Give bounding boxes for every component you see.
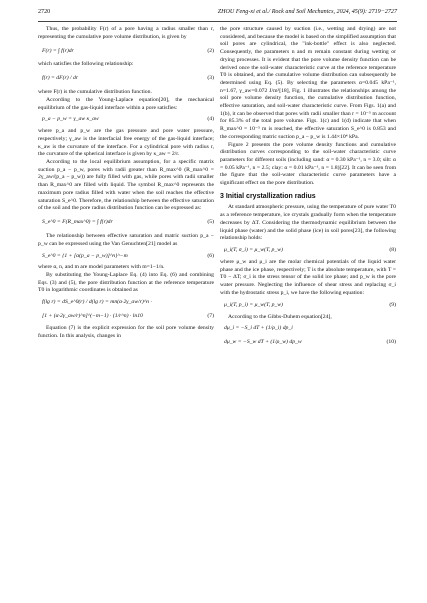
equation-number: (9) — [389, 301, 396, 308]
equation-8 — [220, 245, 396, 257]
equation-body: μ_i(T, σ_i) = μ_w(T, p_w) — [224, 247, 283, 254]
equation-body: f(lg r) = dS_e^0(r) / d(lg r) = mn(α·2γ_aw/r)^n · — [42, 299, 152, 306]
equation-number: (3) — [207, 75, 214, 82]
paragraph: Figure 2 presents the pore volume density functions and cumulative distribution curves corresponding to the soil-water characteristic curve parameters for different soils (including sand: α = 0.30 kPa⁻¹, n = 3.0; silt: α = 0.05 kPa⁻¹, n = 2.5; clay: α = 0.01 kPa⁻¹, n = 1.8)[22]. It can be seen from the figure that the soil-water characteristic curve parameters have a significant effect on the pore distribution. — [220, 141, 396, 187]
paragraph: which satisfies the following relationship: — [38, 61, 134, 68]
equation-9 — [220, 300, 396, 312]
paragraph: At standard atmospheric pressure, using the temperature of pure water T0 as a reference temperature, ice crystals gradually form when the temperature decreases by ΔT. Considering the thermodynamic equilibrium between the liquid phase (water) and the solid phase (ice) in soil pores[23], the following relationship holds: — [220, 204, 396, 242]
equation-10-line-1 — [220, 323, 396, 335]
equation-2 — [38, 43, 214, 59]
header-rule — [38, 21, 397, 22]
paragraph: Thus, the probability F(r) of a pore having a radius smaller than r, representing the cumulative pore volume distribution, is given by — [38, 26, 214, 40]
equation-body: f(r) = dF(r) / dr — [42, 75, 79, 82]
paragraph: where F(r) is the cumulative distribution function. — [38, 89, 152, 96]
running-header — [38, 9, 397, 21]
equation-number: (8) — [389, 247, 396, 254]
right-column — [220, 26, 396, 351]
equation-6 — [38, 250, 214, 262]
left-column — [38, 26, 214, 341]
equation-body: μ_i(T, p_i) = μ_w(T, p_w) — [224, 301, 283, 308]
equation-4 — [38, 114, 214, 126]
page-number: 2720 — [38, 9, 51, 15]
equation-3 — [38, 71, 214, 87]
equation-body: p_a − p_w = γ_aw κ_aw — [42, 116, 99, 123]
paragraph: where μ_w and μ_i are the molar chemical potentials of the liquid water phase and the ice phase, respectively; T is the absolute temperature, with T = T0 − ΔT; σ_i is the stress tensor of the solid ice phase; and p_w is the pore water pressure. Neglecting the influence of shear stress and replacing σ_i with the hydrostatic stress p_i, we have the following equation: — [220, 258, 396, 296]
paragraph: According to the Young-Laplace equation[20], the mechanical equilibrium of the gas-liquid interface within a pore satisfies: — [38, 96, 214, 111]
equation-body: F(r) = ∫ f(r)dr — [42, 47, 74, 54]
section-heading: 3 Initial crystallization radius — [220, 192, 316, 200]
paragraph: the pore structure caused by suction (i.e., wetting and drying) are not considered, and because the model is based on the simplified assumption that soil pores are cylindrical, the "ink-bottle" effect is also neglected. Consequently, the parameters n and m remain constant during wetting or drying processes. It is evident that the pore volume density function can be derived once the soil-water characteristic curve at the reference temperature T0 is obtained, and the cumulative volume distribution can subsequently be determined using Eq. (5). By selecting the parameters α=0.045 kPa⁻¹, n=1.67, γ_aw=0.072 J/m²[18], Fig. 1 illustrates the relationships among the soil pore volume density function, the cumulative distribution function, effective saturation, and soil-water characteristic curve. From Figs. 1(a) and 1(b), it can be observed that pores with radii smaller than r = 10⁻⁵ m account for 85.3% of the total pore volume. Figs. 1(c) and 1(d) indicate that when R_max^0 = 10⁻⁵ m is reached, the effective saturation S_e^0 is 0.853 and the corresponding matric suction p_a − p_w is 1.44×10⁴ kPa. — [220, 26, 396, 140]
paragraph: where α, n, and m are model parameters with m=1−1/n. — [38, 264, 165, 271]
paragraph: According to the Gibbs-Duhem equation[24], — [228, 313, 332, 320]
paragraph: By substituting the Young-Laplace Eq. (4) into Eq. (6) and combining Eqs. (3) and (5), the pore distribution function at the reference temperature T0 in logarithmic coordinates is obtained as — [38, 272, 214, 294]
journal-citation: ZHOU Feng-xi et al./ Rock and Soil Mechanics, 2024, 45(9): 2719−2727 — [217, 9, 397, 15]
paragraph: The relationship between effective saturation and matric suction p_a − p_w can be expressed using the Van Genuchten[21] model as — [38, 232, 214, 247]
paragraph: where p_a and p_w are the gas pressure and pore water pressure, respectively; γ_aw is the interfacial free energy of the gas-liquid interface; κ_aw is the curvature of the interface. For a cylindrical pore with radius r, the curvature of the spherical interface is given by κ_aw = 2/r. — [38, 128, 214, 158]
equation-body: S_e^0 = {1 + [α(p_a − p_w)]^n}^−m — [42, 252, 128, 259]
equation-number: (6) — [207, 252, 214, 259]
equation-body: [1 + (α·2γ_aw/r)^n]^(−m−1) · (1/r^n) · ln10 — [42, 313, 143, 320]
equation-number: (2) — [207, 47, 214, 54]
equation-number: (7) — [207, 313, 214, 320]
equation-body: dμ_i = −S_i dT + (1/ρ_i) dp_i — [224, 325, 293, 332]
equation-7-line-2 — [38, 311, 214, 323]
equation-10-line-2 — [220, 337, 396, 349]
equation-body: dμ_w = −S_w dT + (1/ρ_w) dp_w — [224, 339, 302, 346]
equation-7-line-1 — [38, 297, 214, 309]
equation-5 — [38, 215, 214, 231]
paragraph: According to the local equilibrium assumption, for a specific matrix suction p_a − p_w, pores with radii greater than R_max^0 (R_max^0 = 2γ_aw/(p_a − p_w)) are fully filled with gas, while pores with radii smaller than R_max^0 are filled with liquid. The symbol R_max^0 represents the maximum pore radius filled with water when the soil reaches the effective saturation S_e^0. Therefore, the relationship between the effective saturation of the soil and the pore radius distribution function can be expressed as: — [38, 159, 214, 212]
equation-number: (5) — [207, 219, 214, 226]
equation-body: S_e^0 = F(R_max^0) = ∫ f(r)dr — [42, 219, 113, 226]
equation-number: (4) — [207, 116, 214, 123]
paragraph: Equation (7) is the explicit expression for the soil pore volume density function. In this analysis, changes in — [38, 325, 214, 339]
equation-number: (10) — [386, 339, 396, 346]
